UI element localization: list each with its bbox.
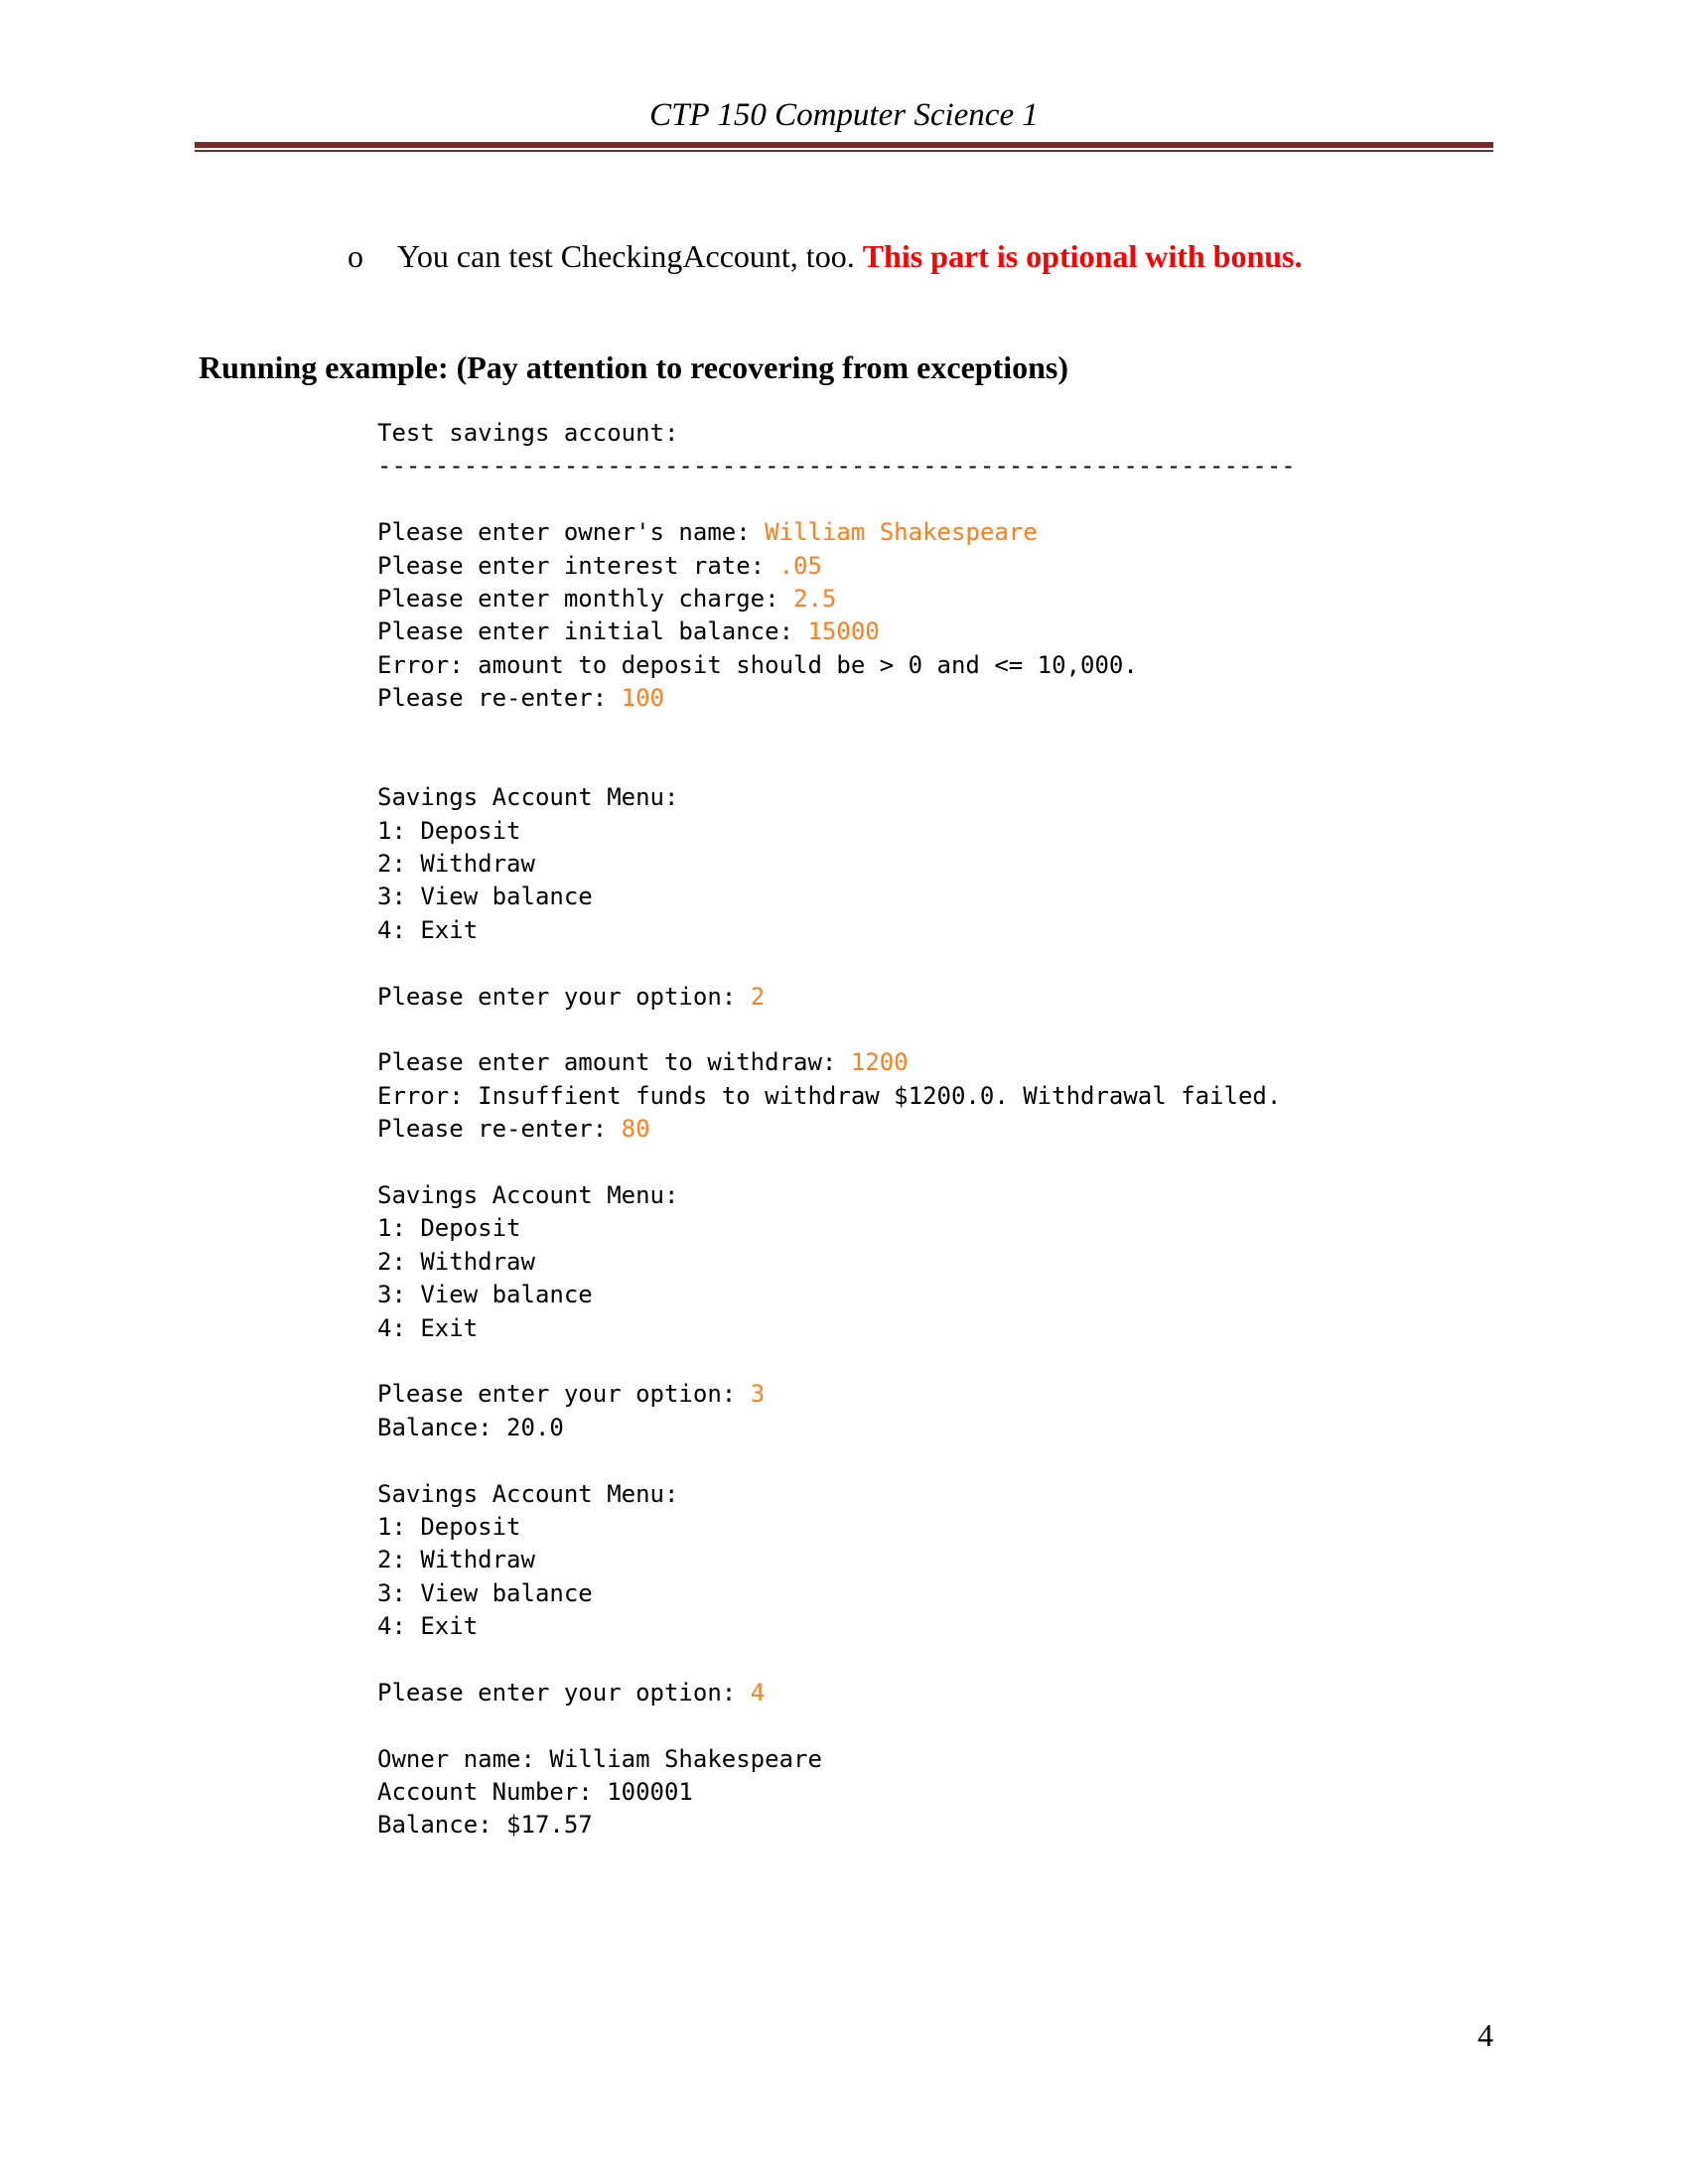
console-line xyxy=(377,417,1296,450)
bullet-marker: o xyxy=(348,238,363,274)
console-line xyxy=(377,483,1296,516)
console-output xyxy=(377,417,1296,1843)
console-line xyxy=(377,981,1296,1014)
console-user-input: 100 xyxy=(621,684,664,713)
console-prompt: Owner name: William Shakespeare xyxy=(377,1744,822,1773)
console-prompt: Please re-enter: xyxy=(377,684,622,713)
console-line xyxy=(377,881,1296,913)
console-prompt: Savings Account Menu: xyxy=(377,1180,679,1209)
console-prompt: Please enter owner's name: xyxy=(377,518,766,547)
console-line xyxy=(377,550,1296,583)
console-line xyxy=(377,1677,1296,1709)
console-prompt: Please enter initial balance: xyxy=(377,617,808,646)
console-prompt: Please enter amount to withdraw: xyxy=(377,1048,851,1077)
console-line xyxy=(377,1511,1296,1544)
console-prompt: 2: Withdraw xyxy=(377,1546,535,1574)
console-line xyxy=(377,1147,1296,1179)
console-prompt: Please enter your option: xyxy=(377,1678,751,1706)
console-line xyxy=(377,1643,1296,1676)
console-prompt: 3: View balance xyxy=(377,1281,593,1309)
console-prompt: 4: Exit xyxy=(377,915,479,944)
console-line xyxy=(377,716,1296,749)
console-line xyxy=(377,1577,1296,1610)
console-line xyxy=(377,1544,1296,1576)
console-prompt: Please enter monthly charge: xyxy=(377,584,794,613)
bonus-note: This part is optional with bonus. xyxy=(862,238,1303,274)
console-user-input: William Shakespeare xyxy=(765,518,1038,547)
console-prompt: 3: View balance xyxy=(377,883,593,911)
page-header-title: CTP 150 Computer Science 1 xyxy=(649,97,1039,133)
bullet-item xyxy=(348,236,1303,276)
header-rule-thin xyxy=(195,150,1493,152)
console-user-input: 3 xyxy=(750,1380,766,1409)
console-line xyxy=(377,1412,1296,1444)
bullet-text: You can test CheckingAccount, too. xyxy=(397,238,855,274)
console-line xyxy=(377,749,1296,781)
section-heading: Running example: (Pay attention to recovering from exceptions) xyxy=(199,349,1069,385)
console-user-input: 2.5 xyxy=(793,584,837,613)
console-prompt: Test savings account: xyxy=(377,419,679,447)
console-line xyxy=(377,781,1296,814)
page-number: 4 xyxy=(1477,2017,1493,2053)
console-line xyxy=(377,1444,1296,1477)
console-line xyxy=(377,450,1296,482)
console-line xyxy=(377,615,1296,648)
console-prompt: 3: View balance xyxy=(377,1578,593,1607)
console-line xyxy=(377,682,1296,715)
console-prompt: Savings Account Menu: xyxy=(377,1479,679,1508)
console-line xyxy=(377,815,1296,848)
console-user-input: 2 xyxy=(750,982,766,1011)
console-prompt: 1: Deposit xyxy=(377,1214,521,1243)
console-line xyxy=(377,649,1296,682)
console-prompt: Please enter your option: xyxy=(377,982,751,1011)
console-prompt: 1: Deposit xyxy=(377,816,521,845)
console-line xyxy=(377,583,1296,615)
console-prompt: Balance: 20.0 xyxy=(377,1413,564,1441)
console-line xyxy=(377,1312,1296,1345)
console-line xyxy=(377,1014,1296,1046)
console-line xyxy=(377,848,1296,881)
console-prompt: 2: Withdraw xyxy=(377,850,535,879)
console-prompt: Account Number: 100001 xyxy=(377,1778,693,1807)
console-prompt: 1: Deposit xyxy=(377,1512,521,1541)
console-prompt: Error: amount to deposit should be > 0 and <= 10,000. xyxy=(377,650,1138,679)
console-line xyxy=(377,947,1296,980)
console-line xyxy=(377,1378,1296,1411)
console-line xyxy=(377,914,1296,947)
console-line xyxy=(377,1776,1296,1809)
console-line xyxy=(377,1246,1296,1279)
console-line xyxy=(377,1478,1296,1511)
console-prompt: 4: Exit xyxy=(377,1313,479,1342)
console-line xyxy=(377,1212,1296,1245)
console-line xyxy=(377,516,1296,549)
console-prompt: Please re-enter: xyxy=(377,1115,622,1144)
console-line xyxy=(377,1345,1296,1378)
console-prompt: Please enter interest rate: xyxy=(377,551,779,580)
console-line xyxy=(377,1080,1296,1113)
console-user-input: 15000 xyxy=(807,617,880,646)
console-line xyxy=(377,1610,1296,1643)
console-prompt: 4: Exit xyxy=(377,1612,479,1641)
console-line xyxy=(377,1113,1296,1146)
console-prompt: Please enter your option: xyxy=(377,1380,751,1409)
console-line xyxy=(377,1809,1296,1842)
console-user-input: 80 xyxy=(621,1115,650,1144)
header-rule-thick xyxy=(195,142,1493,148)
console-prompt: Savings Account Menu: xyxy=(377,783,679,812)
console-prompt: 2: Withdraw xyxy=(377,1247,535,1276)
console-line xyxy=(377,1279,1296,1311)
console-prompt: Balance: $17.57 xyxy=(377,1811,593,1840)
console-line xyxy=(377,1046,1296,1079)
console-prompt: Error: Insuffient funds to withdraw $1200.0. Withdrawal failed. xyxy=(377,1081,1282,1110)
console-line xyxy=(377,1743,1296,1776)
console-line xyxy=(377,1179,1296,1212)
console-prompt: ---------------------------------------------------------------- xyxy=(377,452,1296,480)
console-user-input: 1200 xyxy=(850,1048,909,1077)
console-user-input: 4 xyxy=(750,1678,766,1706)
console-line xyxy=(377,1709,1296,1742)
console-user-input: .05 xyxy=(778,551,822,580)
